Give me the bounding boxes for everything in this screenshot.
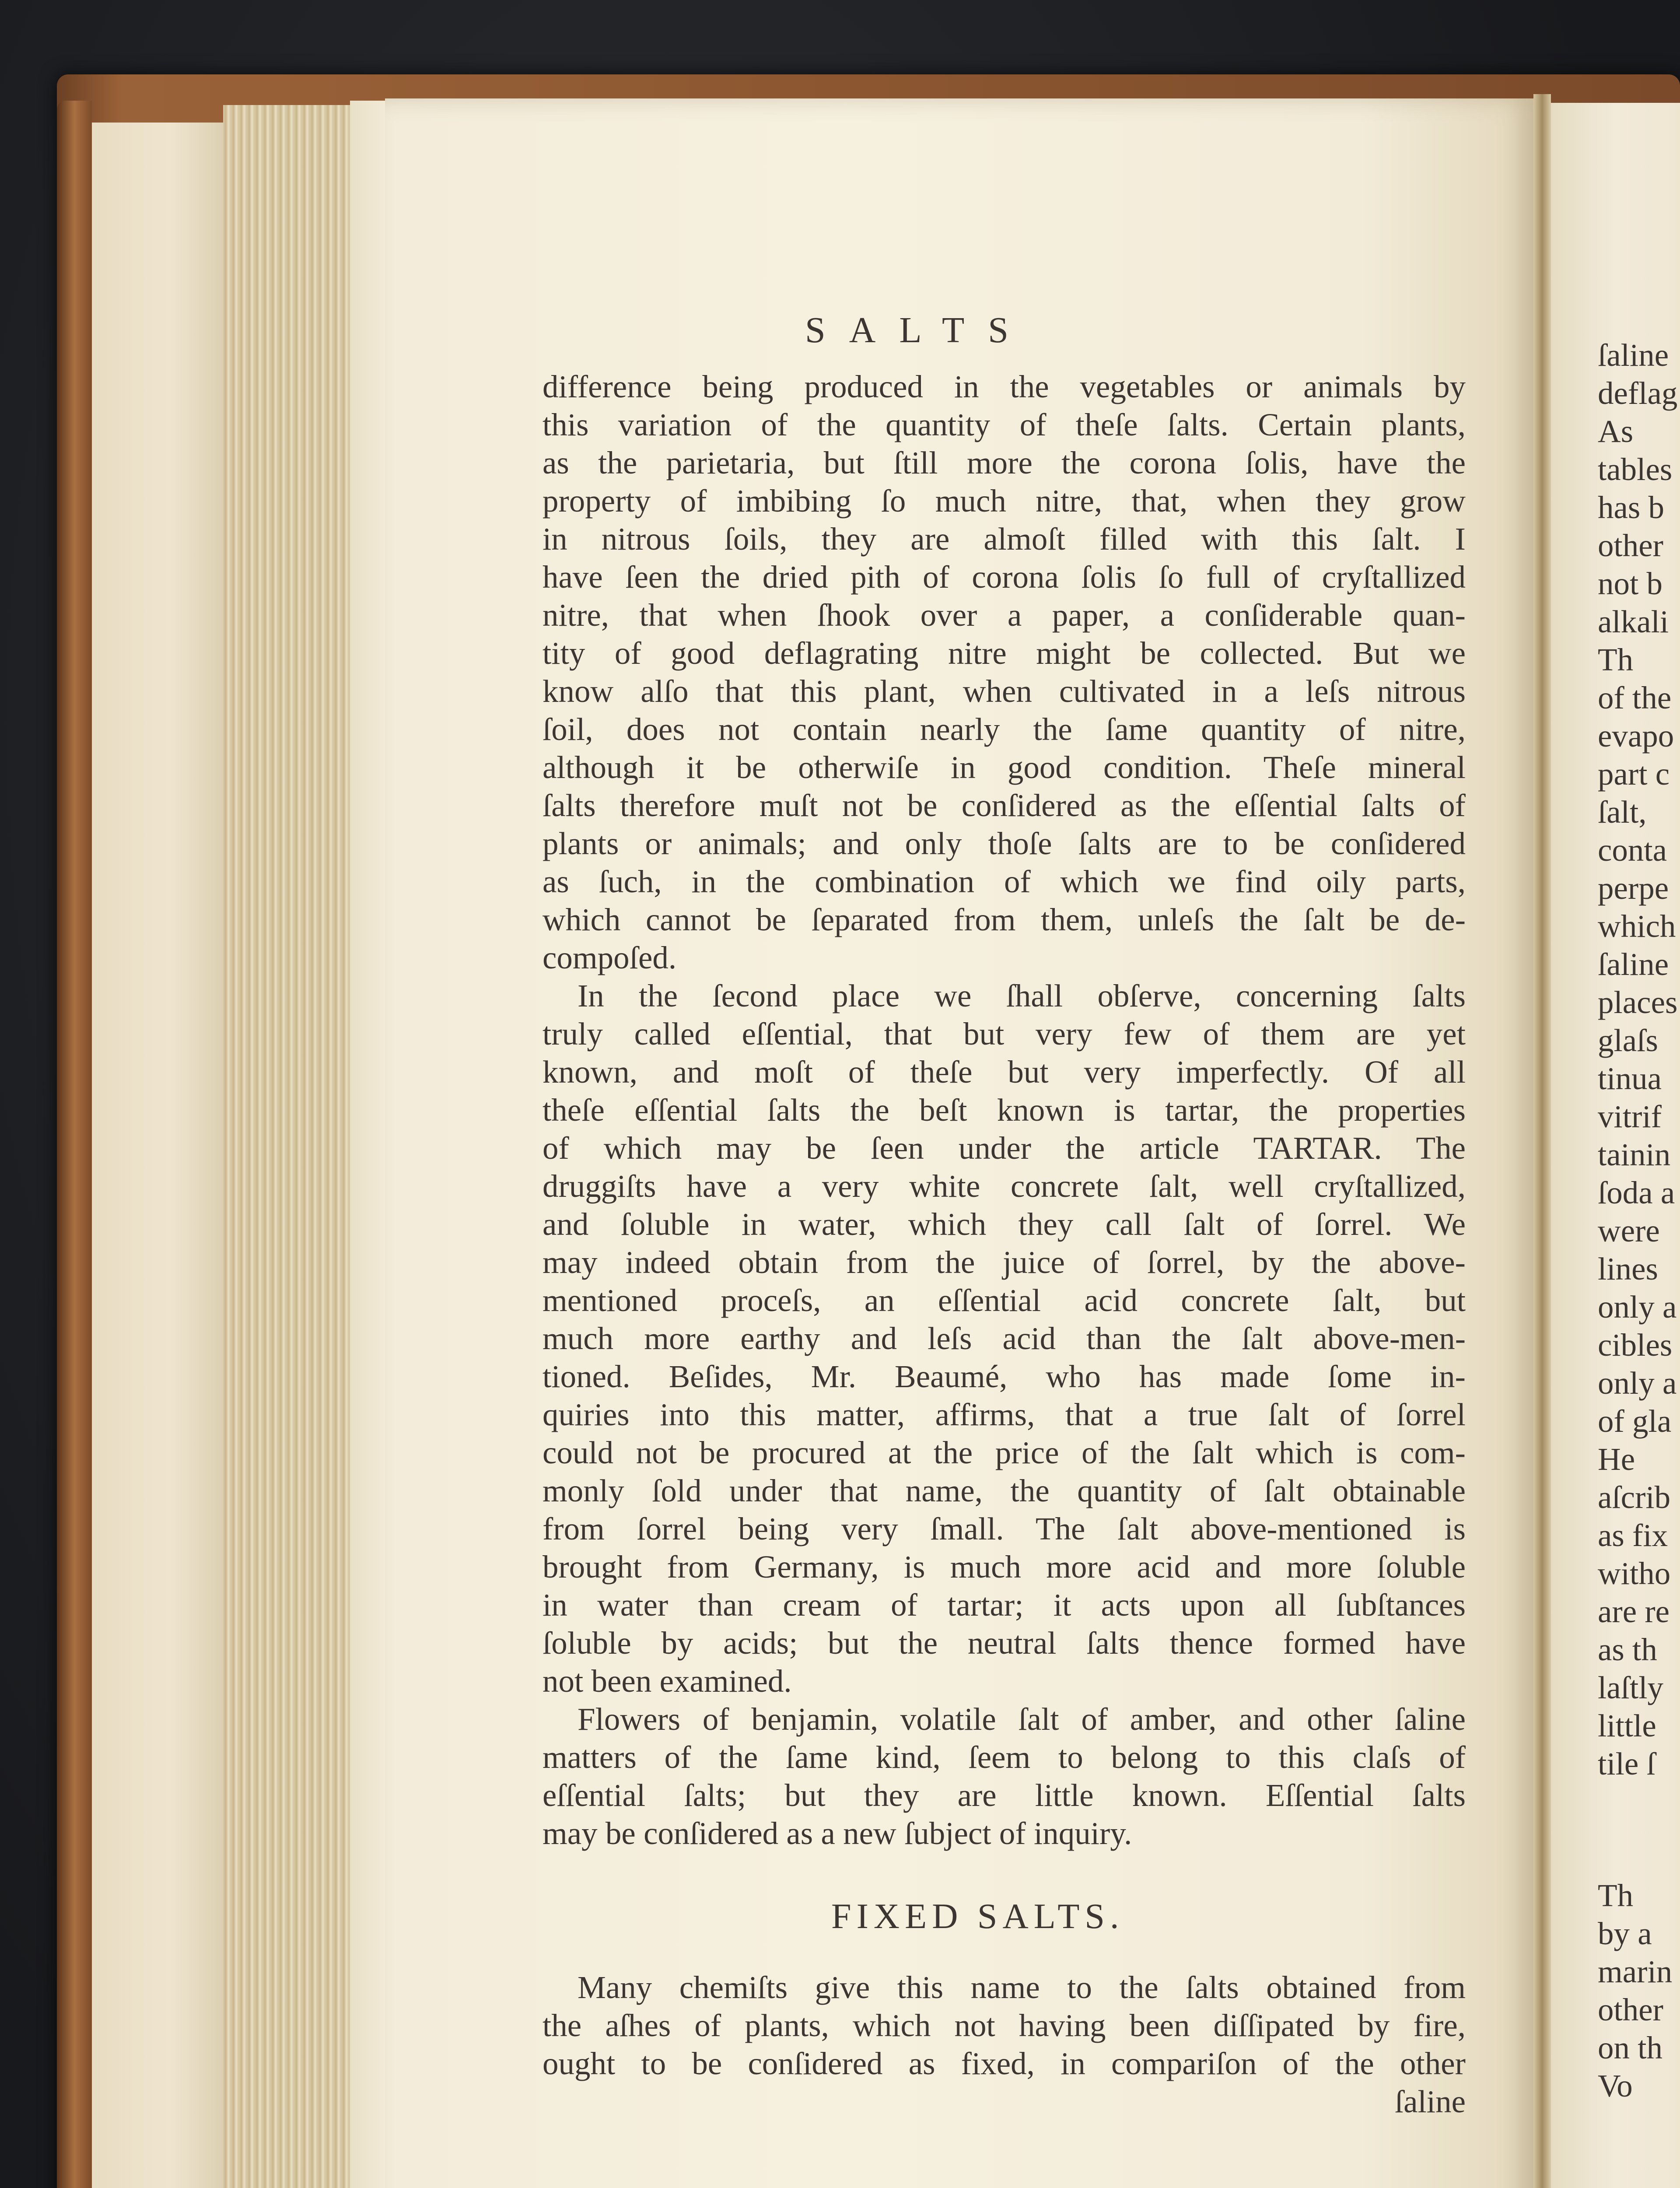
text-fragment: As	[1598, 414, 1634, 449]
running-head: SALTS	[805, 310, 1032, 351]
text-line: in water than cream of tartar; it acts upon all ſubſtances	[542, 1587, 1466, 1623]
text-line: much more earthy and leſs acid than the ſalt above-men-	[542, 1321, 1466, 1356]
catchword: ſaline	[1394, 2084, 1466, 2119]
text-line: tity of good deflagrating nitre might be collected. But we	[542, 635, 1466, 671]
text-line: in nitrous ſoils, they are almoſt filled with this ſalt. I	[542, 521, 1466, 557]
text-line: Many chemiſts give this name to the ſalts obtained from	[578, 1970, 1466, 2005]
text-fragment: vitrif	[1598, 1099, 1662, 1134]
text-line: may indeed obtain from the juice of ſorrel, by the above-	[542, 1245, 1466, 1280]
text-line: quiries into this matter, affirms, that a true ſalt of ſorrel	[542, 1397, 1466, 1432]
text-line: although it be otherwiſe in good condition. Theſe mineral	[542, 750, 1466, 785]
text-fragment: ſaline	[1598, 947, 1669, 982]
text-line: nitre, that when ſhook over a paper, a conſiderable quan-	[542, 597, 1466, 633]
text-fragment: tainin	[1598, 1137, 1671, 1172]
text-fragment: as th	[1598, 1632, 1657, 1667]
text-line: this variation of the quantity of theſe ſalts. Certain plants,	[542, 407, 1466, 442]
text-line: could not be procured at the price of the ſalt which is com-	[542, 1435, 1466, 1470]
text-fragment: He	[1598, 1441, 1635, 1477]
text-line: mentioned proceſs, an eſſential acid concrete ſalt, but	[542, 1283, 1466, 1318]
text-line: monly ſold under that name, the quantity of ſalt obtainable	[542, 1473, 1466, 1508]
text-fragment: ſoda a	[1598, 1175, 1675, 1210]
text-line: difference being produced in the vegetables or animals by	[542, 369, 1466, 404]
text-fragment: of the	[1598, 680, 1672, 715]
flyleaf	[92, 123, 223, 2188]
text-line: ſoil, does not contain nearly the ſame quantity of nitre,	[542, 712, 1466, 747]
text-fragment: cibles	[1598, 1327, 1673, 1363]
text-line: as ſuch, in the combination of which we find oily parts,	[542, 864, 1466, 899]
text-line: known, and moſt of theſe but very imperfectly. Of all	[542, 1054, 1466, 1090]
text-fragment: ſalt,	[1598, 794, 1647, 830]
text-line: know alſo that this plant, when cultivated in a leſs nitrous	[542, 673, 1466, 709]
text-line: eſſential ſalts; but they are little known. Eſſential ſalts	[542, 1778, 1466, 1813]
text-fragment: alkali	[1598, 604, 1669, 639]
text-fragment: witho	[1598, 1556, 1671, 1591]
cover-edge	[57, 101, 92, 2188]
text-fragment: by a	[1598, 1916, 1652, 1951]
text-line: not been examined.	[542, 1663, 792, 1699]
text-fragment: marin	[1598, 1954, 1673, 1989]
text-fragment: evapo	[1598, 718, 1674, 754]
text-fragment: Vo	[1598, 2068, 1633, 2104]
text-fragment: of gla	[1598, 1403, 1672, 1439]
text-fragment: other	[1598, 528, 1663, 563]
text-fragment: were	[1598, 1213, 1660, 1248]
text-line: the aſhes of plants, which not having been diſſipated by fire,	[542, 2008, 1466, 2043]
section-title: FIXED SALTS.	[831, 1896, 1124, 1936]
text-fragment: deflag	[1598, 375, 1678, 411]
text-line: Flowers of benjamin, volatile ſalt of amber, and other ſaline	[578, 1701, 1466, 1737]
text-fragment: only a	[1598, 1365, 1677, 1401]
text-line: ſalts therefore muſt not be conſidered as the eſſential ſalts of	[542, 788, 1466, 823]
text-fragment: lines	[1598, 1251, 1658, 1287]
text-line: druggiſts have a very white concrete ſalt, well cryſtallized,	[542, 1168, 1466, 1204]
text-line: and ſoluble in water, which they call ſalt of ſorrel. We	[542, 1206, 1466, 1242]
text-line: may be conſidered as a new ſubject of inquiry.	[542, 1816, 1132, 1851]
text-fragment: places	[1598, 985, 1678, 1020]
text-line: compoſed.	[542, 940, 677, 975]
text-line: ſoluble by acids; but the neutral ſalts thence formed have	[542, 1625, 1466, 1661]
text-fragment: as fix	[1598, 1518, 1668, 1553]
text-line: from ſorrel being very ſmall. The ſalt above-mentioned is	[542, 1511, 1466, 1546]
text-fragment: only a	[1598, 1289, 1677, 1325]
text-line: of which may be ſeen under the article TARTAR. The	[542, 1130, 1466, 1166]
text-fragment: tables	[1598, 452, 1673, 487]
book-gutter	[1533, 94, 1551, 2188]
text-line: have ſeen the dried pith of corona ſolis ſo full of cryſtallized	[542, 559, 1466, 595]
text-fragment: part c	[1598, 756, 1670, 792]
text-line: brought from Germany, is much more acid and more ſoluble	[542, 1549, 1466, 1585]
text-fragment: not b	[1598, 566, 1663, 601]
text-fragment: little	[1598, 1708, 1656, 1743]
text-fragment: are re	[1598, 1594, 1670, 1629]
text-fragment: tinua	[1598, 1061, 1662, 1096]
text-line: matters of the ſame kind, ſeem to belong to this claſs of	[542, 1739, 1466, 1775]
page-edges	[223, 105, 350, 2188]
text-fragment: has b	[1598, 490, 1665, 525]
text-fragment: conta	[1598, 832, 1667, 868]
text-fragment: perpe	[1598, 870, 1669, 906]
text-fragment: ſaline	[1598, 337, 1669, 373]
text-fragment: aſcrib	[1598, 1480, 1671, 1515]
text-fragment: tile ſ	[1598, 1746, 1656, 1781]
text-line: property of imbibing ſo much nitre, that, when they grow	[542, 483, 1466, 519]
text-line: tioned. Beſides, Mr. Beaumé, who has made ſome in-	[542, 1359, 1466, 1394]
text-fragment: glaſs	[1598, 1023, 1658, 1058]
text-fragment: Th	[1598, 642, 1634, 677]
text-fragment: Th	[1598, 1878, 1634, 1913]
text-fragment: on th	[1598, 2030, 1663, 2065]
text-fragment: which	[1598, 908, 1676, 944]
text-fragment: other	[1598, 1992, 1663, 2027]
text-line: which cannot be ſeparated from them, unleſs the ſalt be de-	[542, 902, 1466, 937]
page-inner-margin	[350, 101, 385, 2188]
text-line: In the ſecond place we ſhall obſerve, concerning ſalts	[578, 978, 1466, 1013]
text-line: theſe eſſential ſalts the beſt known is tartar, the properties	[542, 1092, 1466, 1128]
text-line: truly called eſſential, that but very few of them are yet	[542, 1016, 1466, 1052]
text-line: plants or animals; and only thoſe ſalts are to be conſidered	[542, 826, 1466, 861]
text-fragment: laſtly	[1598, 1670, 1664, 1705]
text-line: as the parietaria, but ſtill more the corona ſolis, have the	[542, 445, 1466, 480]
text-line: ought to be conſidered as fixed, in compariſon of the other	[542, 2046, 1466, 2081]
